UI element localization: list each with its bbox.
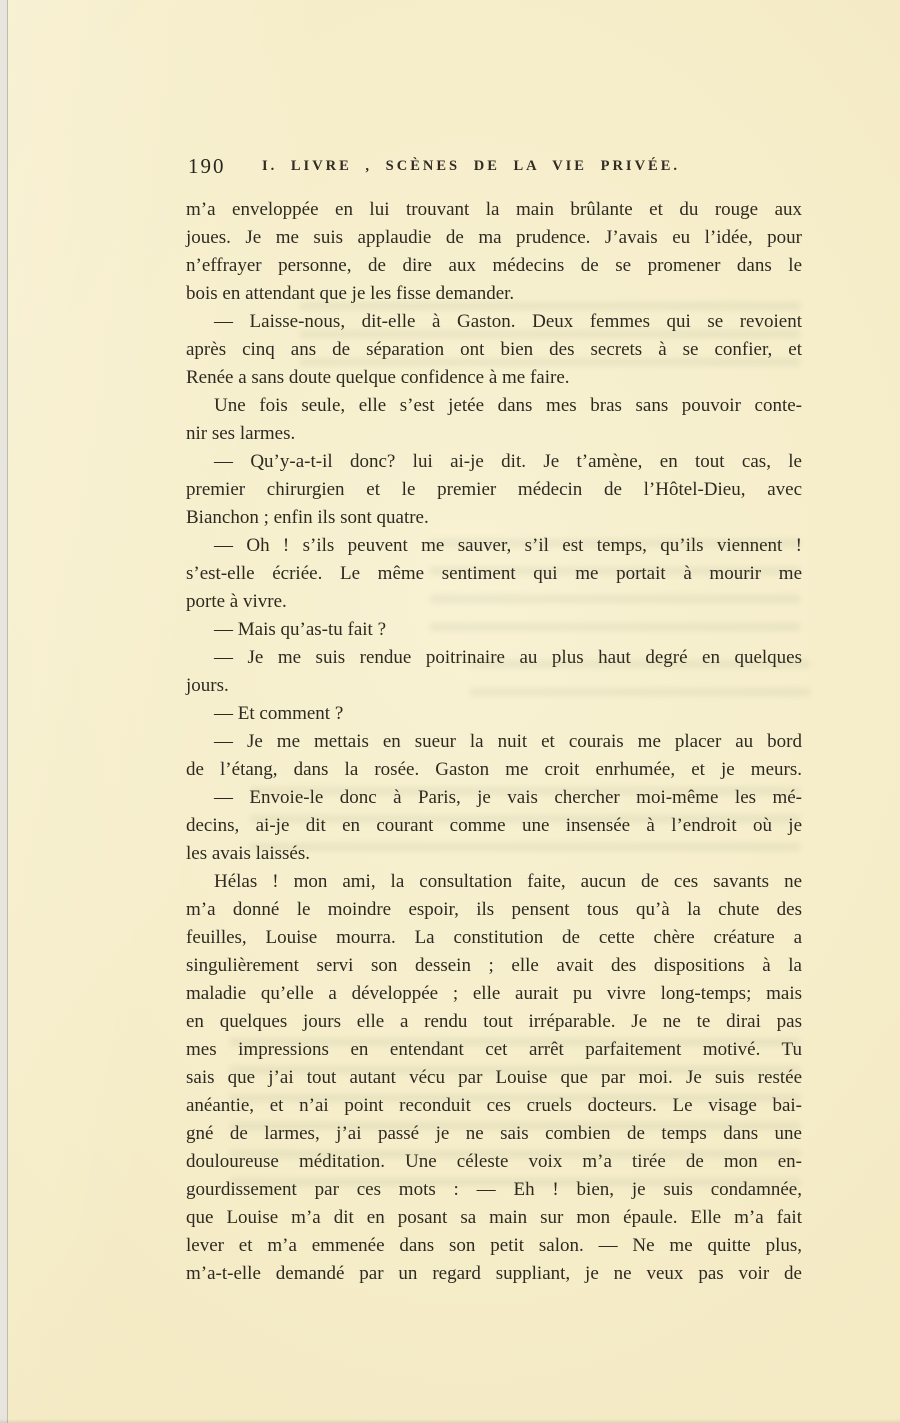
text-line: Bianchon ; enfin ils sont quatre.	[186, 507, 429, 528]
text-line: decins, ai-je dit en courant comme une insensée à l’endroit où je	[186, 815, 802, 836]
text-line: bois en attendant que je les fisse demander.	[186, 283, 515, 304]
text-line: maladie qu’elle a développée ; elle aurait pu vivre long-temps; mais	[186, 983, 802, 1004]
text-line: gourdissement par ces mots : — Eh ! bien, je suis condamnée,	[186, 1179, 802, 1200]
text-line: — Mais qu’as-tu fait ?	[214, 619, 387, 640]
running-title: I. LIVRE , SCÈNES DE LA VIE PRIVÉE.	[261, 158, 681, 174]
paragraph	[186, 784, 802, 868]
text-line: Hélas ! mon ami, la consultation faite, aucun de ces savants ne	[214, 871, 802, 892]
text-line: mes impressions en entendant cet arrêt parfaitement motivé. Tu	[186, 1039, 802, 1060]
text-line: singulièrement servi son dessein ; elle avait des dispositions à la	[186, 955, 802, 976]
page-header	[0, 152, 900, 186]
text-line: — Envoie-le donc à Paris, je vais chercher moi-même les mé-	[214, 787, 802, 808]
text-line: que Louise m’a dit en posant sa main sur mon épaule. Elle m’a fait	[186, 1207, 802, 1228]
paragraph	[186, 616, 802, 644]
paragraph	[186, 532, 802, 616]
page-number: 190	[188, 154, 226, 178]
scan-edge-left	[0, 0, 8, 1423]
text-line: en quelques jours elle a rendu tout irréparable. Je ne te dirai pas	[186, 1011, 802, 1032]
text-line: douloureuse méditation. Une céleste voix m’a tirée de mon en-	[186, 1151, 802, 1172]
text-line: les avais laissés.	[186, 843, 311, 864]
text-line: m’a-t-elle demandé par un regard suppliant, je ne veux pas voir de	[186, 1263, 802, 1284]
text-line: feuilles, Louise mourra. La constitution de cette chère créature a	[186, 927, 802, 948]
paragraph	[186, 196, 802, 308]
paragraph	[186, 644, 802, 700]
text-line: nir ses larmes.	[186, 423, 296, 444]
text-line: premier chirurgien et le premier médecin de l’Hôtel-Dieu, avec	[186, 479, 802, 500]
text-line: sais que j’ai tout autant vécu par Louise que par moi. Je suis restée	[186, 1067, 802, 1088]
paragraph	[186, 308, 802, 392]
text-line: m’a enveloppée en lui trouvant la main brûlante et du rouge aux	[186, 199, 802, 220]
text-line: n’effrayer personne, de dire aux médecins de se promener dans le	[186, 255, 802, 276]
text-line: s’est-elle écriée. Le même sentiment qui me portait à mourir me	[186, 563, 802, 584]
text-line: — Laisse-nous, dit-elle à Gaston. Deux femmes qui se revoient	[214, 311, 802, 332]
text-line: — Je me mettais en sueur la nuit et courais me placer au bord	[214, 731, 802, 752]
text-line: anéantie, et n’ai point reconduit ces cruels docteurs. Le visage bai-	[186, 1095, 802, 1116]
paragraph	[186, 448, 802, 532]
paragraph	[186, 868, 802, 1288]
text-line: — Je me suis rendue poitrinaire au plus haut degré en quelques	[214, 647, 802, 668]
text-line: jours.	[186, 675, 229, 696]
paragraph	[186, 392, 802, 448]
text-line: — Oh ! s’ils peuvent me sauver, s’il est temps, qu’ils viennent !	[214, 535, 802, 556]
text-line: — Qu’y-a-t-il donc? lui ai-je dit. Je t’amène, en tout cas, le	[214, 451, 802, 472]
text-line: m’a donné le moindre espoir, ils pensent tous qu’à la chute des	[186, 899, 802, 920]
text-line: Renée a sans doute quelque confidence à me faire.	[186, 367, 570, 388]
text-column	[186, 196, 802, 1288]
text-line: — Et comment ?	[214, 703, 344, 724]
text-line: porte à vivre.	[186, 591, 287, 612]
text-line: lever et m’a emmenée dans son petit salon. — Ne me quitte plus,	[186, 1235, 802, 1256]
paragraph	[186, 700, 802, 728]
scan-edge-bottom	[0, 1419, 900, 1423]
text-line: de l’étang, dans la rosée. Gaston me croit enrhumée, et je meurs.	[186, 759, 802, 780]
text-line: Une fois seule, elle s’est jetée dans mes bras sans pouvoir conte-	[214, 395, 802, 416]
text-line: après cinq ans de séparation ont bien des secrets à se confier, et	[186, 339, 802, 360]
text-line: gné de larmes, j’ai passé je ne sais combien de temps dans une	[186, 1123, 802, 1144]
paragraph	[186, 728, 802, 784]
text-line: joues. Je me suis applaudie de ma prudence. J’avais eu l’idée, pour	[186, 227, 802, 248]
